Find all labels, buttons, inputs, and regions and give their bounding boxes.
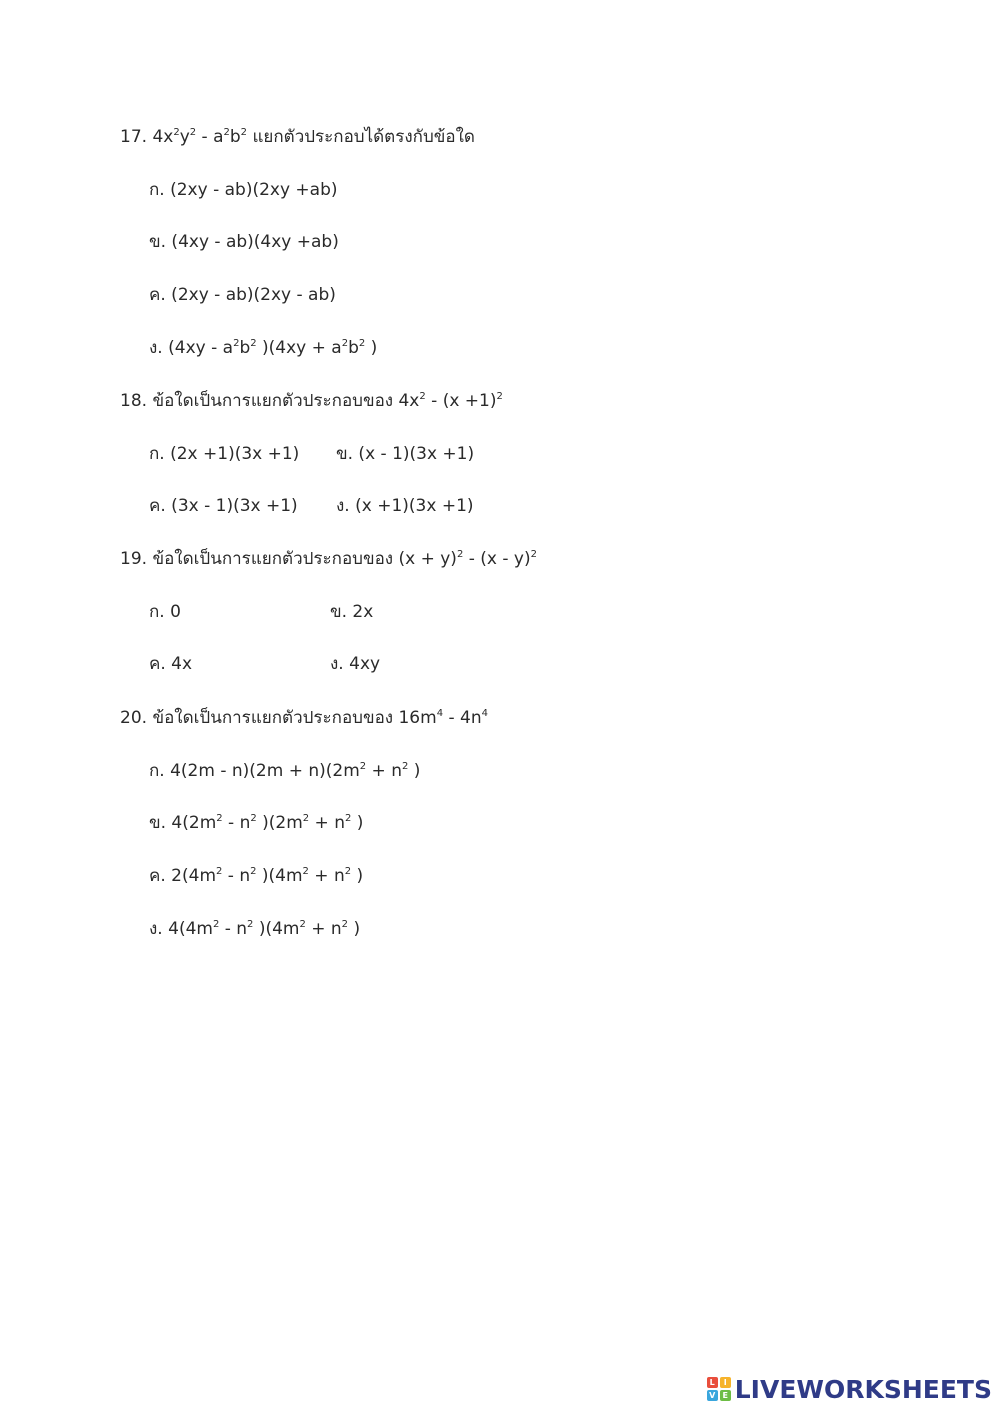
text-run: ข้อใดเป็นการแยกตัวประกอบของ (x + y) — [147, 549, 457, 569]
answer-option[interactable] — [149, 284, 336, 306]
superscript-exponent: 4 — [436, 708, 444, 719]
option-label: ก. — [149, 761, 165, 781]
text-run: - n — [222, 866, 251, 886]
superscript-exponent: 2 — [299, 919, 306, 930]
answer-option[interactable] — [336, 495, 474, 517]
superscript-exponent: 2 — [212, 919, 220, 930]
text-run: (x - 1)(3x +1) — [353, 444, 475, 464]
text-run: แยกตัวประกอบได้ตรงกับข้อใด — [247, 127, 475, 147]
option-label: ค. — [149, 496, 166, 516]
option-label: ง. — [336, 496, 350, 516]
option-label: ข. — [330, 602, 348, 622]
text-run: b — [348, 338, 359, 358]
superscript-exponent: 2 — [341, 338, 349, 349]
superscript-exponent: 2 — [250, 866, 257, 877]
answer-option[interactable] — [330, 601, 373, 623]
superscript-exponent: 2 — [419, 391, 426, 402]
superscript-exponent: 2 — [173, 127, 180, 138]
superscript-exponent: 2 — [250, 813, 257, 824]
logo-letter: E — [720, 1390, 731, 1401]
superscript-exponent: 2 — [216, 813, 223, 824]
text-run: ) — [351, 813, 364, 833]
text-run: 4(4m — [162, 919, 213, 939]
text-run: )(2m — [256, 813, 303, 833]
option-label: ข. — [336, 444, 354, 464]
answer-option[interactable] — [330, 653, 380, 675]
superscript-exponent: 2 — [496, 391, 503, 402]
superscript-exponent: 2 — [341, 919, 349, 930]
text-run: 4x — [165, 654, 193, 674]
text-run: )(4m — [253, 919, 300, 939]
text-run: ) — [408, 761, 421, 781]
question-number: 17. — [120, 127, 148, 147]
answer-option[interactable] — [149, 179, 338, 201]
question-number: 18. — [120, 391, 148, 411]
text-run: - 4n — [443, 708, 482, 728]
text-run: (2xy - ab)(2xy +ab) — [164, 180, 338, 200]
text-run: 2(4m — [165, 866, 217, 886]
logo-letter: L — [707, 1377, 718, 1388]
answer-option[interactable] — [149, 601, 181, 623]
text-run: ) — [365, 338, 378, 358]
option-label: ก. — [149, 180, 165, 200]
text-run: - (x - y) — [463, 549, 531, 569]
answer-option[interactable] — [149, 760, 420, 782]
option-label: ง. — [330, 654, 344, 674]
text-run: + n — [366, 761, 402, 781]
superscript-exponent: 2 — [302, 866, 309, 877]
superscript-exponent: 2 — [302, 813, 310, 824]
logo-letter: I — [720, 1377, 731, 1388]
answer-option[interactable] — [336, 443, 474, 465]
answer-option[interactable] — [149, 812, 363, 834]
text-run: y — [179, 127, 190, 147]
text-run: (2xy - ab)(2xy - ab) — [165, 285, 336, 305]
answer-option[interactable] — [149, 495, 298, 517]
text-run: ) — [348, 919, 361, 939]
text-run: )(4m — [256, 866, 303, 886]
superscript-exponent: 2 — [233, 338, 240, 349]
superscript-exponent: 2 — [359, 761, 367, 772]
option-label: ข. — [149, 813, 167, 833]
text-run: b — [239, 338, 251, 358]
text-run: (4xy - ab)(4xy +ab) — [166, 232, 339, 252]
text-run: (2x +1)(3x +1) — [164, 444, 300, 464]
superscript-exponent: 2 — [247, 919, 254, 930]
option-label: ค. — [149, 866, 166, 886]
text-run: 4xy — [343, 654, 381, 674]
superscript-exponent: 2 — [456, 549, 464, 560]
superscript-exponent: 2 — [530, 549, 537, 560]
superscript-exponent: 2 — [216, 866, 223, 877]
text-run: )(4xy + a — [256, 338, 342, 358]
question-18-stem — [120, 390, 503, 412]
text-run: - n — [219, 919, 248, 939]
answer-option[interactable] — [149, 865, 363, 887]
logo-wordmark: LIVEWORKSHEETS — [734, 1374, 992, 1404]
answer-option[interactable] — [149, 231, 339, 253]
text-run: ) — [351, 866, 364, 886]
logo-mark-icon — [707, 1377, 731, 1401]
text-run: + n — [309, 813, 345, 833]
option-label: ค. — [149, 285, 166, 305]
option-label: ก. — [149, 444, 165, 464]
text-run: 4(2m — [166, 813, 217, 833]
option-label: ง. — [149, 919, 163, 939]
text-run: 4(2m - n)(2m + n)(2m — [164, 761, 360, 781]
question-19-stem — [120, 548, 537, 570]
superscript-exponent: 2 — [240, 127, 248, 138]
question-number: 19. — [120, 549, 148, 569]
option-label: ค. — [149, 654, 166, 674]
option-label: ง. — [149, 338, 163, 358]
superscript-exponent: 4 — [481, 708, 488, 719]
superscript-exponent: 2 — [344, 813, 352, 824]
option-label: ก. — [149, 602, 165, 622]
answer-option[interactable] — [149, 653, 192, 675]
superscript-exponent: 2 — [250, 338, 257, 349]
text-run: + n — [308, 866, 345, 886]
text-run: 0 — [164, 602, 181, 622]
text-run: - a — [196, 127, 224, 147]
text-run: b — [229, 127, 241, 147]
superscript-exponent: 2 — [358, 338, 366, 349]
superscript-exponent: 2 — [401, 761, 409, 772]
text-run: ข้อใดเป็นการแยกตัวประกอบของ 16m — [147, 708, 437, 728]
text-run: 2x — [347, 602, 374, 622]
liveworksheets-logo — [707, 1375, 992, 1403]
answer-option[interactable] — [149, 918, 360, 940]
option-label: ข. — [149, 232, 167, 252]
text-run: - (x +1) — [425, 391, 497, 411]
question-20-stem — [120, 707, 488, 729]
text-run: - n — [222, 813, 251, 833]
text-run: + n — [305, 919, 342, 939]
question-number: 20. — [120, 708, 148, 728]
answer-option[interactable] — [149, 337, 377, 359]
text-run: 4x — [147, 127, 174, 147]
superscript-exponent: 2 — [223, 127, 230, 138]
text-run: (3x - 1)(3x +1) — [165, 496, 298, 516]
superscript-exponent: 2 — [344, 866, 352, 877]
text-run: (4xy - a — [162, 338, 234, 358]
logo-letter: V — [707, 1390, 718, 1401]
answer-option[interactable] — [149, 443, 299, 465]
question-17-stem — [120, 126, 475, 148]
superscript-exponent: 2 — [189, 127, 197, 138]
text-run: ข้อใดเป็นการแยกตัวประกอบของ 4x — [147, 391, 420, 411]
text-run: (x +1)(3x +1) — [349, 496, 474, 516]
